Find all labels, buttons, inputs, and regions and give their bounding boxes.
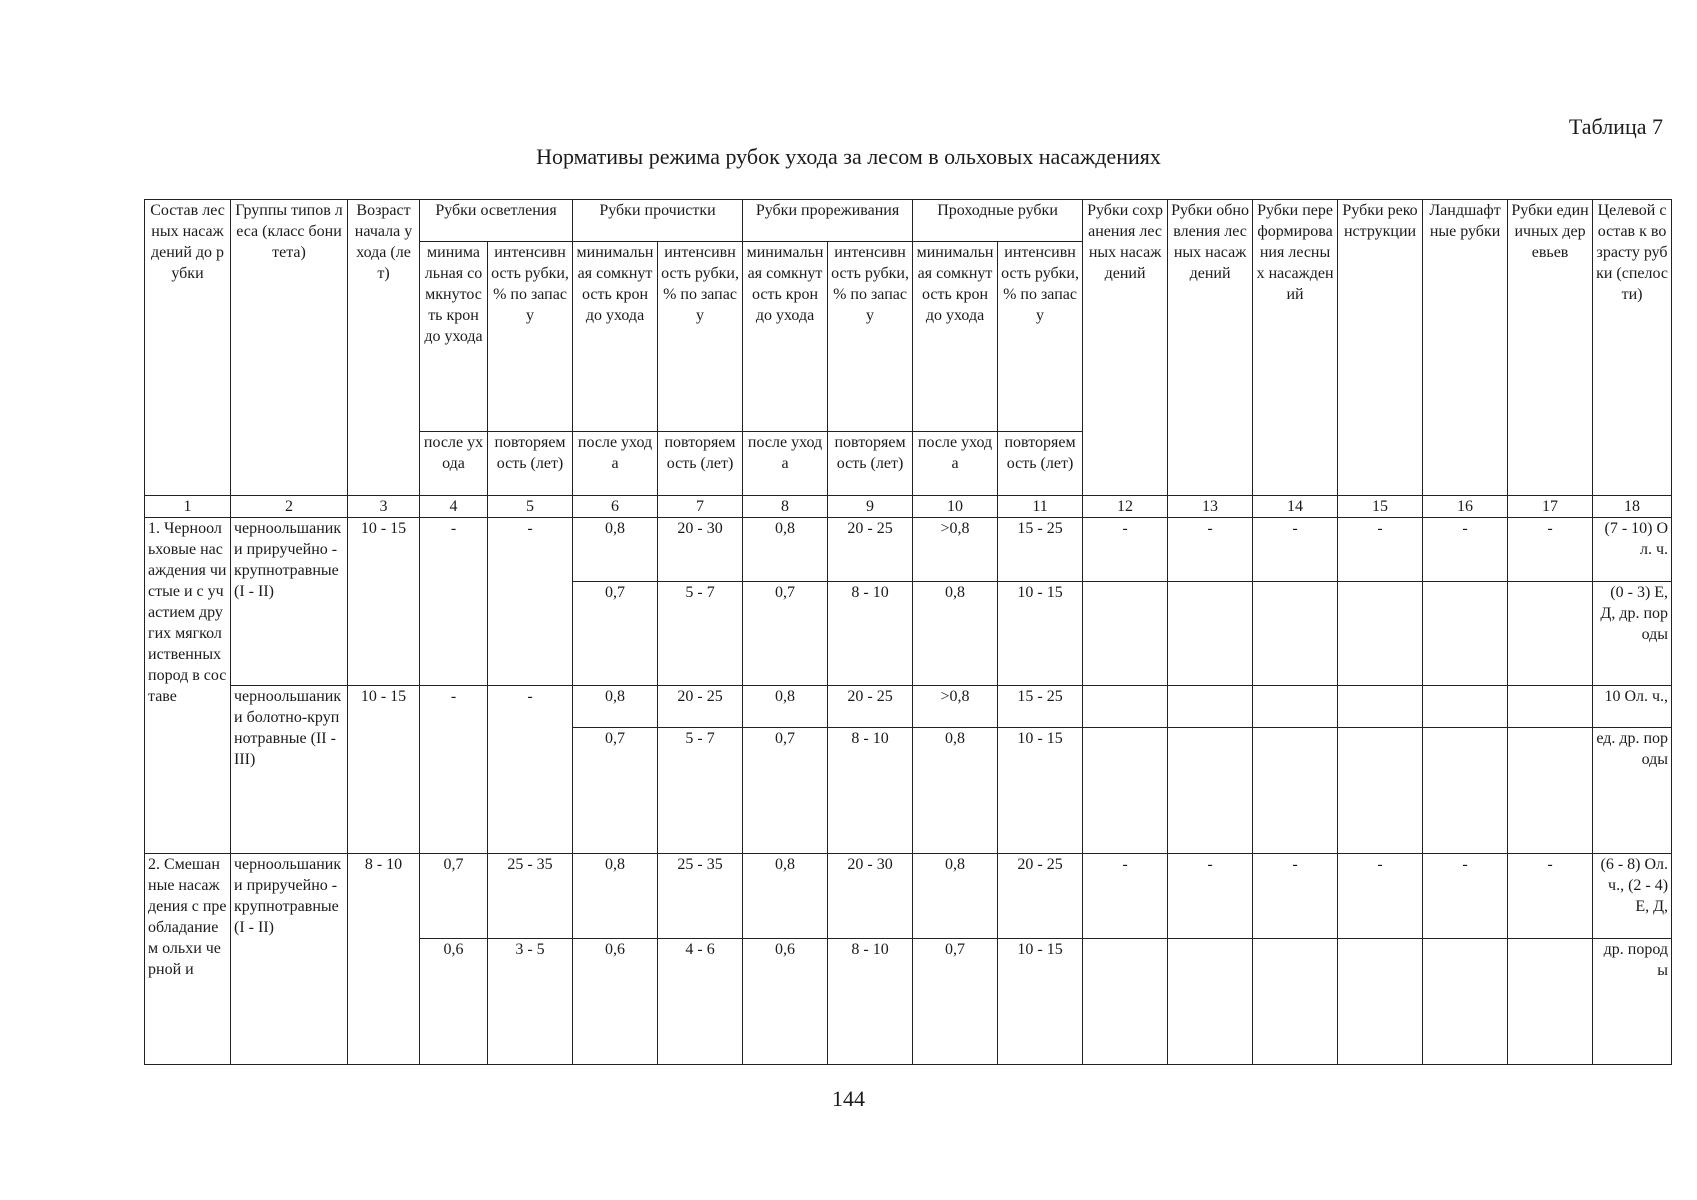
col-num: 10: [913, 496, 998, 518]
col-num: 15: [1338, 496, 1423, 518]
composition-cell: 1. Черноольховые насаждения чистые и с участием других мягколиственных пород в составе: [145, 518, 231, 854]
header-after: после ухода: [913, 432, 998, 496]
empty-cell: [1338, 939, 1423, 1065]
value-cell: -: [488, 686, 573, 854]
col-num: 2: [231, 496, 348, 518]
empty-cell: [1253, 686, 1338, 728]
header-forest-type: Группы типов леса (класс бонитета): [231, 200, 348, 496]
forest-type-cell: черноольшаники приручейно - крупнотравные (I - II): [231, 854, 348, 1065]
empty-cell: [1508, 582, 1593, 686]
target-cell: (7 - 10) Ол. ч.: [1593, 518, 1672, 582]
page-number: 144: [832, 1086, 865, 1111]
value-cell: >0,8: [913, 518, 998, 582]
empty-cell: [1423, 686, 1508, 728]
header-repeat: повторяемость (лет): [488, 432, 573, 496]
value-cell: 25 - 35: [488, 854, 573, 939]
value-cell: -: [1508, 854, 1593, 939]
empty-cell: [1253, 582, 1338, 686]
value-cell: 8 - 10: [828, 939, 913, 1065]
value-cell: 0,6: [573, 939, 658, 1065]
value-cell: 0,8: [743, 854, 828, 939]
empty-cell: [1083, 939, 1168, 1065]
value-cell: -: [1423, 518, 1508, 582]
col-num: 8: [743, 496, 828, 518]
value-cell: 20 - 30: [828, 854, 913, 939]
value-cell: 20 - 25: [828, 518, 913, 582]
value-cell: 0,7: [573, 582, 658, 686]
header-pereformirovanie: Рубки переформирования лесных насаждений: [1253, 200, 1338, 496]
value-cell: -: [1083, 854, 1168, 939]
target-cell: ед. др. породы: [1593, 728, 1672, 854]
empty-cell: [1423, 728, 1508, 854]
empty-cell: [1338, 686, 1423, 728]
value-cell: 3 - 5: [488, 939, 573, 1065]
header-obnovlenie: Рубки обновления лесных насаждений: [1168, 200, 1253, 496]
composition-cell: 2. Смешанные насаждения с преобладанием ольхи черной и: [145, 854, 231, 1065]
value-cell: 0,6: [420, 939, 488, 1065]
value-cell: 0,7: [913, 939, 998, 1065]
empty-cell: [1508, 686, 1593, 728]
table-row: [145, 686, 1672, 728]
value-cell: 20 - 25: [828, 686, 913, 728]
value-cell: 8 - 10: [828, 582, 913, 686]
forest-type-cell: черноольшаники болотно-крупнотравные (II - III): [231, 686, 348, 854]
value-cell: -: [1083, 518, 1168, 582]
value-cell: 0,8: [913, 854, 998, 939]
col-num: 7: [658, 496, 743, 518]
document-title: Нормативы режима рубок ухода за лесом в ольховых насаждениях: [536, 144, 1161, 169]
header-prochistka: Рубки прочистки: [573, 200, 743, 242]
header-rekonstrukcia: Рубки реконструкции: [1338, 200, 1423, 496]
header-target: Целевой состав к возрасту рубки (спелости): [1593, 200, 1672, 496]
header-intensity: интенсивность рубки, % по запасу: [998, 242, 1083, 432]
empty-cell: [1168, 939, 1253, 1065]
column-numbers-row: [145, 496, 1672, 518]
value-cell: 5 - 7: [658, 728, 743, 854]
header-intensity: интенсивность рубки, % по запасу: [488, 242, 573, 432]
col-num: 17: [1508, 496, 1593, 518]
empty-cell: [1253, 728, 1338, 854]
table-row: [145, 518, 1672, 582]
norms-table: [144, 199, 1672, 1065]
col-num: 13: [1168, 496, 1253, 518]
header-after: после ухода: [743, 432, 828, 496]
header-prorezhivanie: Рубки прореживания: [743, 200, 913, 242]
value-cell: 0,7: [420, 854, 488, 939]
col-num: 12: [1083, 496, 1168, 518]
age-cell: 10 - 15: [348, 686, 420, 854]
col-num: 18: [1593, 496, 1672, 518]
value-cell: 0,8: [573, 854, 658, 939]
empty-cell: [1423, 582, 1508, 686]
value-cell: 5 - 7: [658, 582, 743, 686]
value-cell: 0,6: [743, 939, 828, 1065]
empty-cell: [1253, 939, 1338, 1065]
value-cell: -: [420, 518, 488, 686]
forest-type-cell: черноольшаники приручейно - крупнотравные (I - II): [231, 518, 348, 686]
header-composition: Состав лесных насаждений до рубки: [145, 200, 231, 496]
value-cell: 8 - 10: [828, 728, 913, 854]
value-cell: 0,7: [573, 728, 658, 854]
value-cell: 4 - 6: [658, 939, 743, 1065]
value-cell: 15 - 25: [998, 686, 1083, 728]
table-row: [145, 854, 1672, 939]
value-cell: 20 - 25: [998, 854, 1083, 939]
header-repeat: повторяемость (лет): [658, 432, 743, 496]
col-num: 11: [998, 496, 1083, 518]
header-edinichnye: Рубки единичных деревьев: [1508, 200, 1593, 496]
target-cell: (6 - 8) Ол. ч., (2 - 4) Е, Д,: [1593, 854, 1672, 939]
header-row-groups: [145, 200, 1672, 242]
value-cell: 10 - 15: [998, 582, 1083, 686]
value-cell: 0,8: [913, 728, 998, 854]
target-cell: 10 Ол. ч.,: [1593, 686, 1672, 728]
value-cell: -: [488, 518, 573, 686]
empty-cell: [1508, 939, 1593, 1065]
value-cell: -: [1423, 854, 1508, 939]
empty-cell: [1168, 686, 1253, 728]
col-num: 4: [420, 496, 488, 518]
header-start-age: Возраст начала ухода (лет): [348, 200, 420, 496]
value-cell: >0,8: [913, 686, 998, 728]
value-cell: 0,8: [573, 518, 658, 582]
header-repeat: повторяемость (лет): [828, 432, 913, 496]
header-prohodnye: Проходные рубки: [913, 200, 1083, 242]
value-cell: 0,7: [743, 728, 828, 854]
col-num: 6: [573, 496, 658, 518]
header-min-density: минимальная сомкнутость крон до ухода: [743, 242, 828, 432]
value-cell: -: [1338, 854, 1423, 939]
target-cell: др. породы: [1593, 939, 1672, 1065]
col-num: 9: [828, 496, 913, 518]
col-num: 1: [145, 496, 231, 518]
header-after: после ухода: [573, 432, 658, 496]
empty-cell: [1338, 728, 1423, 854]
value-cell: 25 - 35: [658, 854, 743, 939]
header-intensity: интенсивность рубки, % по запасу: [828, 242, 913, 432]
value-cell: -: [1168, 518, 1253, 582]
value-cell: 10 - 15: [998, 939, 1083, 1065]
value-cell: 10 - 15: [998, 728, 1083, 854]
value-cell: 20 - 30: [658, 518, 743, 582]
empty-cell: [1508, 728, 1593, 854]
empty-cell: [1083, 686, 1168, 728]
target-cell: (0 - 3) Е, Д, др. породы: [1593, 582, 1672, 686]
col-num: 14: [1253, 496, 1338, 518]
empty-cell: [1168, 582, 1253, 686]
age-cell: 8 - 10: [348, 854, 420, 1065]
empty-cell: [1423, 939, 1508, 1065]
header-min-density: минимальная сомкнутость крон до ухода: [913, 242, 998, 432]
header-intensity: интенсивность рубки, % по запасу: [658, 242, 743, 432]
value-cell: 0,7: [743, 582, 828, 686]
col-num: 16: [1423, 496, 1508, 518]
header-min-density: минимальная сомкнутость крон до ухода: [420, 242, 488, 432]
value-cell: 0,8: [743, 686, 828, 728]
header-sohranenie: Рубки сохранения лесных насаждений: [1083, 200, 1168, 496]
empty-cell: [1083, 582, 1168, 686]
empty-cell: [1168, 728, 1253, 854]
value-cell: 15 - 25: [998, 518, 1083, 582]
value-cell: 0,8: [573, 686, 658, 728]
header-repeat: повторяемость (лет): [998, 432, 1083, 496]
value-cell: 0,8: [743, 518, 828, 582]
value-cell: 20 - 25: [658, 686, 743, 728]
col-num: 3: [348, 496, 420, 518]
table-number: Таблица 7: [1568, 114, 1663, 139]
value-cell: -: [1253, 518, 1338, 582]
header-after: после ухода: [420, 432, 488, 496]
col-num: 5: [488, 496, 573, 518]
empty-cell: [1083, 728, 1168, 854]
header-osvetlenie: Рубки осветления: [420, 200, 573, 242]
age-cell: 10 - 15: [348, 518, 420, 686]
value-cell: -: [1338, 518, 1423, 582]
header-min-density: минимальная сомкнутость крон до ухода: [573, 242, 658, 432]
value-cell: 0,8: [913, 582, 998, 686]
value-cell: -: [420, 686, 488, 854]
value-cell: -: [1253, 854, 1338, 939]
value-cell: -: [1168, 854, 1253, 939]
empty-cell: [1338, 582, 1423, 686]
value-cell: -: [1508, 518, 1593, 582]
header-landshaftnye: Ландшафтные рубки: [1423, 200, 1508, 496]
